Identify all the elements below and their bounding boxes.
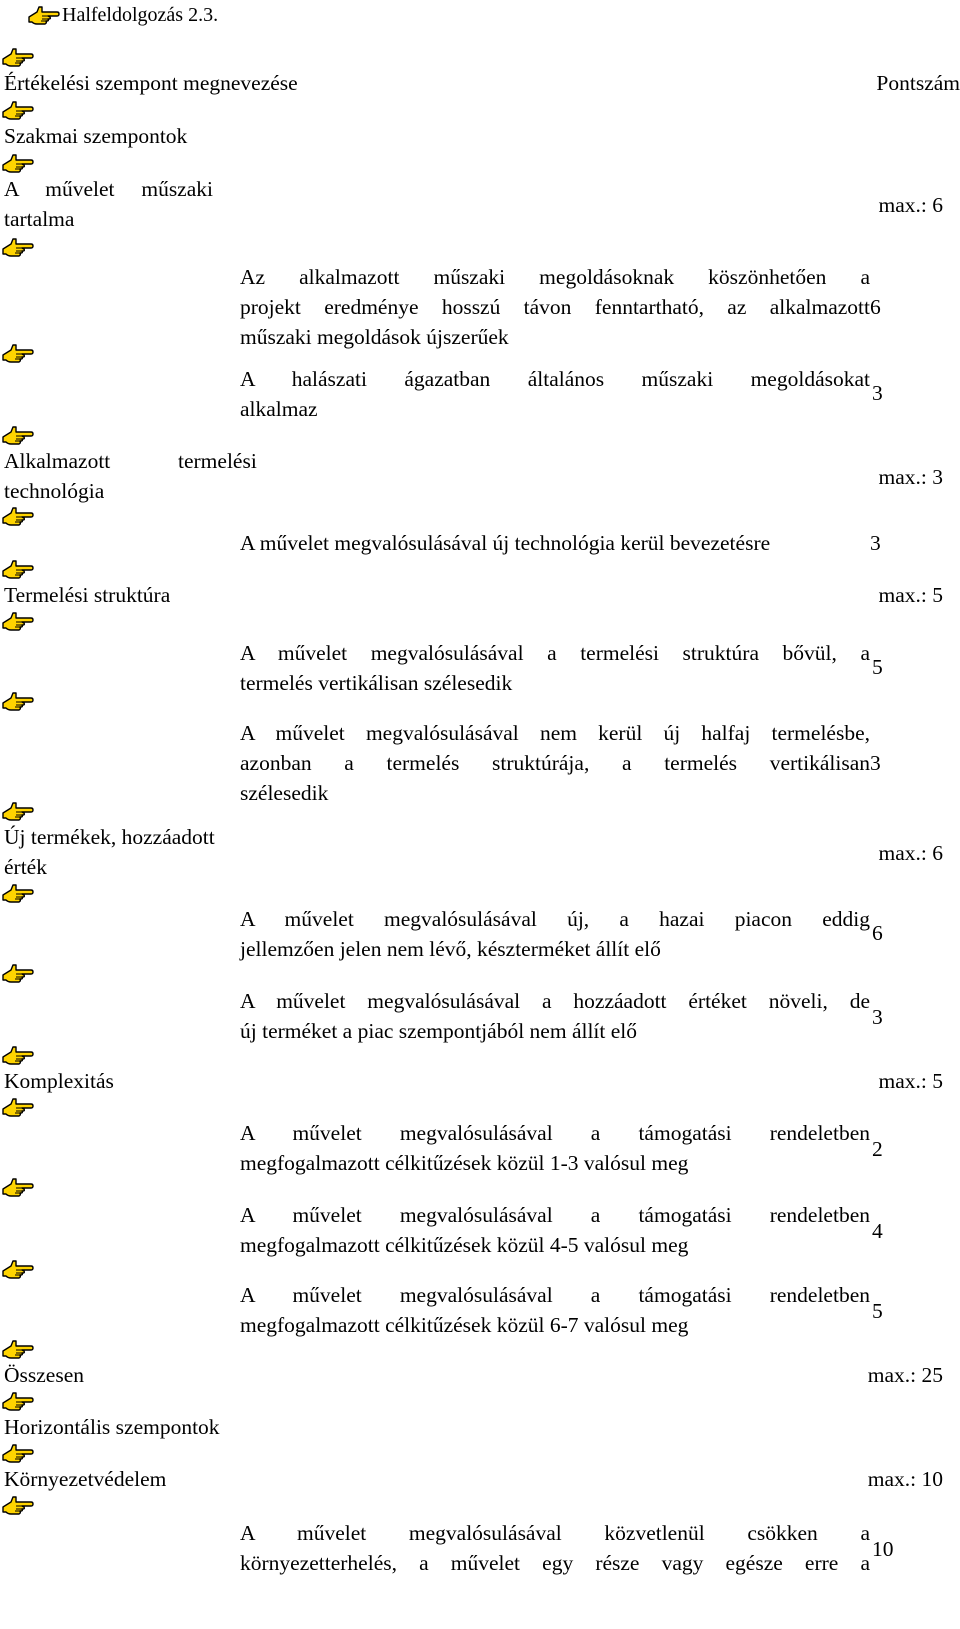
criterion-line: A művelet megvalósulásával új, a hazai piacon eddig [240, 907, 870, 931]
criterion-text [240, 262, 870, 352]
criterion-text [240, 1518, 870, 1578]
pointing-hand-icon [2, 505, 34, 527]
criterion-points: 6 [872, 921, 883, 945]
criterion-points: 5 [872, 655, 883, 679]
group-tech-label: Alkalmazott [4, 449, 111, 473]
criterion-text [240, 718, 870, 808]
pointing-hand-icon [2, 962, 34, 984]
criterion-points: 4 [872, 1219, 883, 1243]
criterion-line: A művelet megvalósulásával a termelési struktúra bővül, a [240, 641, 870, 665]
total-max: max.: 25 [867, 1363, 943, 1387]
criterion-points: 10 [872, 1537, 894, 1561]
group-tech-label-b: termelési [178, 449, 257, 473]
group-kornyezet-label: Környezetvédelem [4, 1467, 167, 1491]
group-uj-label: Új termékek, hozzáadott [4, 825, 215, 849]
criterion-line: A művelet megvalósulásával a támogatási rendeletben [240, 1203, 870, 1227]
section-szakmai: Szakmai szempontok [4, 124, 188, 148]
header-points: Pontszám [876, 71, 960, 95]
criterion-line: környezetterhelés, a művelet egy része vagy egésze erre a [240, 1551, 870, 1575]
criterion-line: A halászati ágazatban általános műszaki megoldásokat [240, 367, 870, 391]
criterion-text [240, 986, 870, 1046]
criterion-line: A művelet megvalósulásával a hozzáadott értéket növeli, de [240, 989, 870, 1013]
group-strukt-max: max.: 5 [878, 583, 943, 607]
criterion-text [240, 364, 870, 424]
criterion-points: 3 [870, 751, 881, 775]
criterion-line: alkalmaz [240, 397, 318, 421]
group-komplex-label: Komplexitás [4, 1069, 114, 1093]
criterion-points: 3 [870, 531, 881, 555]
criterion-text [240, 1200, 870, 1260]
pointing-hand-icon [2, 1442, 34, 1464]
criterion-line: A művelet megvalósulásával közvetlenül csökken a [240, 1521, 870, 1545]
pointing-hand-icon [2, 1176, 34, 1198]
criterion-points: 2 [872, 1137, 883, 1161]
criterion-line: szélesedik [240, 781, 329, 805]
pointing-hand-icon [28, 4, 60, 26]
group-muszaki-label-2: tartalma [4, 207, 75, 231]
criterion-line: A művelet megvalósulásával a támogatási rendeletben [240, 1121, 870, 1145]
group-komplex-max: max.: 5 [878, 1069, 943, 1093]
pointing-hand-icon [2, 800, 34, 822]
pointing-hand-icon [2, 424, 34, 446]
criterion-line: termelés vertikálisan szélesedik [240, 671, 513, 695]
group-muszaki-max: max.: 6 [878, 193, 943, 217]
pointing-hand-icon [2, 1096, 34, 1118]
group-uj-max: max.: 6 [878, 841, 943, 865]
pointing-hand-icon [2, 342, 34, 364]
pointing-hand-icon [2, 99, 34, 121]
criterion-text [240, 1118, 870, 1178]
criterion-line: A művelet megvalósulásával nem kerül új halfaj termelésbe, [240, 721, 870, 745]
section-horizontalis: Horizontális szempontok [4, 1415, 220, 1439]
total-label: Összesen [4, 1363, 85, 1387]
criterion-points: 5 [872, 1299, 883, 1323]
group-tech-max: max.: 3 [878, 465, 943, 489]
group-kornyezet-max: max.: 10 [867, 1467, 943, 1491]
group-uj-label-2: érték [4, 855, 47, 879]
criterion-text: A művelet megvalósulásával új technológia kerül bevezetésre [240, 531, 771, 555]
pointing-hand-icon [2, 882, 34, 904]
criterion-line: A művelet megvalósulásával a támogatási rendeletben [240, 1283, 870, 1307]
criterion-points: 3 [872, 381, 883, 405]
criterion-line: megfogalmazott célkitűzések közül 1-3 valósul meg [240, 1151, 689, 1175]
pointing-hand-icon [2, 236, 34, 258]
criterion-text [240, 638, 870, 698]
criterion-line: megfogalmazott célkitűzések közül 4-5 valósul meg [240, 1233, 689, 1257]
criterion-text [240, 1280, 870, 1340]
criterion-text [240, 904, 870, 964]
criterion-line: új terméket a piac szempontjából nem állít elő [240, 1019, 638, 1043]
criterion-line: műszaki megoldások újszerűek [240, 325, 509, 349]
criterion-line: azonban a termelés struktúrája, a termelés vertikálisan [240, 751, 870, 775]
pointing-hand-icon [2, 690, 34, 712]
group-tech-label-2: technológia [4, 479, 105, 503]
pointing-hand-icon [2, 558, 34, 580]
group-muszaki-label: A művelet műszaki [4, 177, 213, 201]
criterion-points: 3 [872, 1005, 883, 1029]
criterion-line: jellemzően jelen nem lévő, készterméket állít elő [240, 937, 661, 961]
pointing-hand-icon [2, 1390, 34, 1412]
criterion-line: megfogalmazott célkitűzések közül 6-7 valósul meg [240, 1313, 689, 1337]
header-criterion-name: Értékelési szempont megnevezése [4, 71, 298, 95]
pointing-hand-icon [2, 152, 34, 174]
criterion-line: projekt eredménye hosszú távon fenntartható, az alkalmazott [240, 295, 870, 319]
pointing-hand-icon [2, 1494, 34, 1516]
page-title: Halfeldolgozás 2.3. [62, 4, 219, 26]
pointing-hand-icon [2, 1044, 34, 1066]
pointing-hand-icon [2, 1338, 34, 1360]
pointing-hand-icon [2, 46, 34, 68]
criterion-line: Az alkalmazott műszaki megoldásoknak köszönhetően a [240, 265, 870, 289]
criterion-points: 6 [870, 295, 881, 319]
pointing-hand-icon [2, 610, 34, 632]
group-strukt-label: Termelési struktúra [4, 583, 171, 607]
pointing-hand-icon [2, 1258, 34, 1280]
